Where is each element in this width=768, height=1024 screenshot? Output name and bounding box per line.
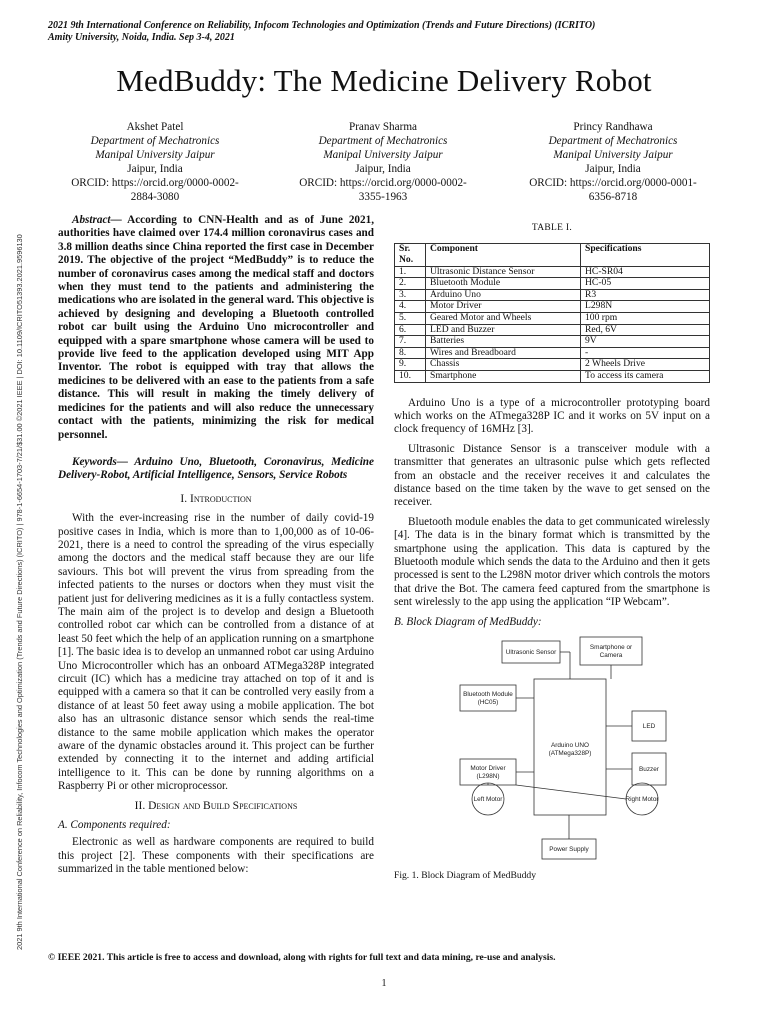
table-cell: R3 <box>581 289 710 301</box>
phone-label-1: Smartphone or <box>589 644 633 652</box>
conference-header <box>48 20 738 44</box>
abstract-text: — According to CNN-Health and as of June 2021, authorities have claimed over 174.4 million coronavirus cases and 3.8 million deaths since China reported the first case in December 2019. The objective of the project “MedBuddy” is to reduce the number of coronavirus cases among the medical staff and doctors when they must tend to the patients and administering the medications who are isolated in the general ward. This objective is achieved by designing and developing a Bluetooth controlled robot car built using the Arduino Uno microcontroller and equipped with a spare smartphone whose camera will be used to provide live feed to the application developed using MIT App Inventor. The robot is equipped with tray that allows the medicines to be delivered with an ease to the patients from a safe distance. This will result in making the timely delivery of medicines for the patients and will also reduce the unnecessary contact with the patients, minimizing the risk for medical personnel. <box>58 214 374 441</box>
table-cell: 3. <box>395 289 426 301</box>
table-row <box>395 289 710 301</box>
intro-paragraph: With the ever-increasing rise in the number of daily covid-19 positive cases in India, which is more than to 1,00,000 as of 10-06-2021, there is a need to control the spreading of the virus especially among the doctors and the medical staff because they are our life saviours. This bot will prevent the virus from spreading from the infected patients to the nurses or doctors when they must visit the patient just for delivering medicines as it is a fully contactless system. The main aim of the project is to develop and design a Bluetooth controlled robot car which can be controlled from a distance of at least 50 feet which the help of an application running on a smartphone [1]. The basic idea is to develop an unmanned robot car using Arduino Uno Microcontroller which has an onboard ATMega328P integrated circuit (IC) which has a medicine tray attached on top of it and is equipped with a camera so that it can be controlled very easily from a distance of at least 50 feet away using a mobile application. The bot also has an ultrasonic distance sensor which sends the real-time distance to the same mobile application which makes the operator aware of the dynamic obstacles around it. This project can be further extended by connecting it to the internet and adding artificial intelligence to it. This can be done by running algorithms on a Raspberry Pi or other microprocessor. <box>58 512 374 793</box>
table-header-row <box>395 244 710 266</box>
table-cell: LED and Buzzer <box>426 324 581 336</box>
components-heading: A. Components required: <box>58 819 171 832</box>
bluetooth-label-1: Bluetooth Module <box>463 691 513 699</box>
keywords-text: — Arduino Uno, Bluetooth, Coronavirus, Medicine Delivery-Robot, Artificial Intelligence, Sensors, Service Robots <box>58 455 374 482</box>
table-cell: 5. <box>395 312 426 324</box>
side-identifier-strip <box>12 90 26 950</box>
table-cell: Smartphone <box>426 370 581 382</box>
table-header-cell: Sr. No. <box>395 244 426 266</box>
components-paragraph: Electronic as well as hardware components are required to build this project [2]. These components with their specifications are summarized in the table mentioned below: <box>58 836 374 876</box>
design-heading: II. Design and Build Specifications <box>134 799 298 812</box>
motor-driver-box <box>460 759 516 785</box>
table-row <box>395 370 710 382</box>
author-orcid[interactable]: ORCID: https://orcid.org/0000-0002-3355-1963 <box>299 177 467 203</box>
components-table <box>394 243 710 382</box>
table-cell: - <box>581 347 710 359</box>
author-orcid[interactable]: ORCID: https://orcid.org/0000-0001-6356-8718 <box>529 177 697 203</box>
phone-box <box>580 637 642 665</box>
right-motor-label: Right Motor <box>625 796 659 804</box>
author-dept: Department of Mechatronics <box>548 135 678 147</box>
table-cell: Chassis <box>426 359 581 371</box>
copyright-footer: © IEEE 2021. This article is free to access and download, along with rights for full text and data mining, re-use and analysis. <box>48 952 556 963</box>
table-row <box>395 336 710 348</box>
table-cell: 1. <box>395 266 426 278</box>
author-city: Jaipur, India <box>355 163 411 175</box>
phone-label-2: Camera <box>599 652 623 660</box>
table-row <box>395 312 710 324</box>
table-cell: Batteries <box>426 336 581 348</box>
table-cell: 6. <box>395 324 426 336</box>
author-orcid[interactable]: ORCID: https://orcid.org/0000-0002-2884-3080 <box>71 177 239 203</box>
conference-line-1: 2021 9th International Conference on Reliability, Infocom Technologies and Optimization (Trends and Future Directions) (ICRITO) <box>48 20 596 31</box>
table-cell: 7. <box>395 336 426 348</box>
author-name: Akshet Patel <box>126 121 184 133</box>
power-supply-label: Power Supply <box>549 846 589 854</box>
page-number: 1 <box>381 978 387 989</box>
left-column <box>58 214 374 883</box>
author-univ: Manipal University Jaipur <box>323 149 443 161</box>
author-city: Jaipur, India <box>127 163 183 175</box>
table-cell: 2. <box>395 278 426 290</box>
table-cell: 2 Wheels Drive <box>581 359 710 371</box>
table-cell: HC-SR04 <box>581 266 710 278</box>
block-diagram <box>456 633 686 865</box>
paper-title: MedBuddy: The Medicine Delivery Robot <box>116 63 652 98</box>
table-cell: Motor Driver <box>426 301 581 313</box>
ultrasonic-paragraph: Ultrasonic Distance Sensor is a transceiver module with a transmitter that generates an ultrasonic pulse which gets reflected from an obstacle and the receiver receives it and calculates the distance based on the time taken by the wave to get sensed on the receiver. <box>394 442 710 509</box>
table-cell: Arduino Uno <box>426 289 581 301</box>
table-cell: L298N <box>581 301 710 313</box>
author-univ: Manipal University Jaipur <box>95 149 215 161</box>
table-row <box>395 301 710 313</box>
table-cell: Geared Motor and Wheels <box>426 312 581 324</box>
author-name: Princy Randhawa <box>573 121 653 133</box>
keywords-label: Keywords <box>72 455 117 468</box>
abstract-label: Abstract <box>72 214 111 226</box>
table-cell: 9V <box>581 336 710 348</box>
arduino-paragraph: Arduino Uno is a type of a microcontroller prototyping board which works on the ATmega328P IC and it works on 5V input on a clock frequency of 16MHz [3]. <box>394 396 710 436</box>
table-cell: HC-05 <box>581 278 710 290</box>
table-row <box>395 347 710 359</box>
table-header-cell: Component <box>426 244 581 266</box>
block-diagram-heading: B. Block Diagram of MedBuddy: <box>394 615 542 628</box>
arduino-label-1: Arduino UNO <box>550 742 590 750</box>
author-block-3 <box>518 120 708 204</box>
buzzer-label: Buzzer <box>639 766 659 774</box>
bluetooth-box <box>460 685 516 711</box>
table-cell: 9. <box>395 359 426 371</box>
table-cell: 4. <box>395 301 426 313</box>
connector-line <box>516 785 626 799</box>
table-row <box>395 278 710 290</box>
left-motor-label: Left Motor <box>473 796 503 804</box>
ultrasonic-label: Ultrasonic Sensor <box>505 649 557 657</box>
author-dept: Department of Mechatronics <box>90 135 220 147</box>
table-cell: To access its camera <box>581 370 710 382</box>
keywords <box>58 456 374 483</box>
table-cell: 8. <box>395 347 426 359</box>
intro-heading: I. Introduction <box>180 492 252 505</box>
arduino-label-2: (ATMega328P) <box>548 750 592 758</box>
table-caption: TABLE I. <box>531 223 573 233</box>
author-city: Jaipur, India <box>585 163 641 175</box>
motor-driver-label-2: (L298N) <box>476 773 500 781</box>
table-row <box>395 266 710 278</box>
right-column <box>394 222 710 882</box>
table-cell: Bluetooth Module <box>426 278 581 290</box>
led-label: LED <box>642 723 656 731</box>
author-dept: Department of Mechatronics <box>318 135 448 147</box>
table-cell: Red, 6V <box>581 324 710 336</box>
abstract <box>58 214 374 442</box>
table-cell: Wires and Breadboard <box>426 347 581 359</box>
author-univ: Manipal University Jaipur <box>553 149 673 161</box>
table-cell: 100 rpm <box>581 312 710 324</box>
table-cell: Ultrasonic Distance Sensor <box>426 266 581 278</box>
table-cell: 10. <box>395 370 426 382</box>
conference-line-2: Amity University, Noida, India. Sep 3-4, 2021 <box>48 32 235 43</box>
side-identifier-text: 2021 9th International Conference on Reliability, Infocom Technologies and Optimization (Trends and Future Directions) (ICRITO) | 978-1-6654-1703-7/21/$31.00 ©2021 IEEE | DOI: 10.1109/ICRITO51393.2021.9596130 <box>15 234 24 950</box>
figure-caption: Fig. 1. Block Diagram of MedBuddy <box>394 870 537 882</box>
author-name: Pranav Sharma <box>348 121 418 133</box>
table-row <box>395 359 710 371</box>
bluetooth-paragraph: Bluetooth module enables the data to get communicated wirelessly [4]. The data is in the binary format which is transmitted by the smartphone using the application. This data is captured by the Bluetooth module which sends the data to the Arduino and then it gets processed is sent to the L298N motor driver which controls the motors that drive the Bot. The camera feed captured from the smartphone is sent wirelessly to the app using the application “IP Webcam”. <box>394 515 710 609</box>
bluetooth-label-2: (HC05) <box>477 699 499 707</box>
table-row <box>395 324 710 336</box>
table-header-cell: Specifications <box>581 244 710 266</box>
author-block-2 <box>288 120 478 204</box>
author-block-1 <box>60 120 250 204</box>
motor-driver-label-1: Motor Driver <box>470 765 506 773</box>
